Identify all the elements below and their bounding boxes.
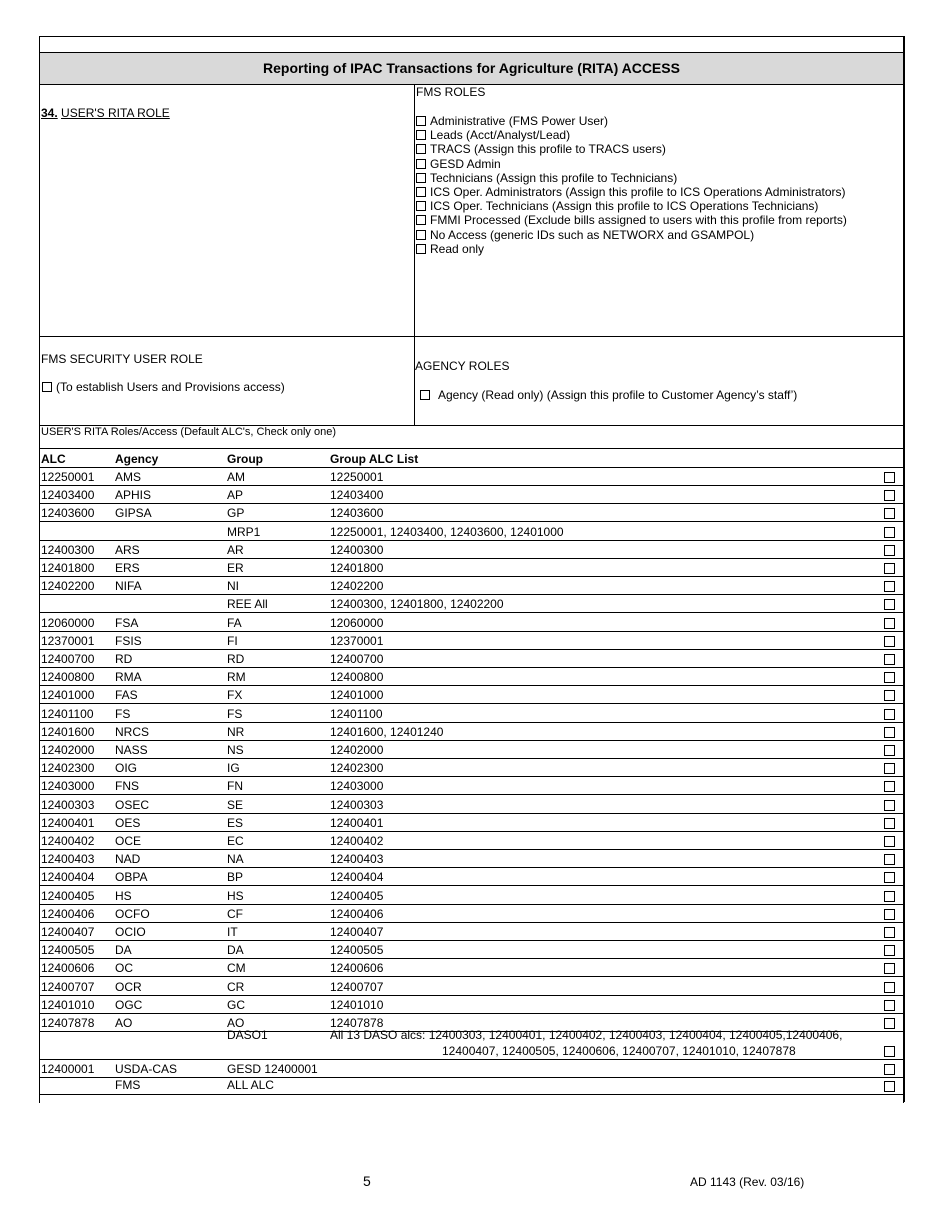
group-alc-cell: 12400300 — [330, 542, 384, 557]
agency-cell: APHIS — [115, 488, 152, 503]
table-header-row — [40, 450, 903, 468]
group-cell: REE All — [227, 597, 268, 612]
table-row — [40, 523, 903, 541]
group-alc-cell: 12400300, 12401800, 12402200 — [330, 597, 504, 612]
select-checkbox[interactable] — [884, 472, 895, 483]
select-checkbox[interactable] — [884, 1064, 895, 1075]
group-alc-cell: 12400405 — [330, 888, 384, 903]
select-checkbox[interactable] — [884, 945, 895, 956]
alc-cell: 12401100 — [41, 706, 94, 721]
agency-cell: OGC — [115, 997, 143, 1012]
col-agency-header: Agency — [115, 452, 159, 466]
select-checkbox[interactable] — [884, 527, 895, 538]
alc-cell: 12400800 — [41, 670, 95, 685]
agency-cell: NRCS — [115, 724, 150, 739]
checkbox[interactable] — [416, 215, 426, 225]
col-group-alc-header: Group ALC List — [330, 452, 419, 466]
table-row — [40, 868, 903, 886]
select-checkbox[interactable] — [884, 709, 895, 720]
table-row — [40, 759, 903, 777]
group-cell: NR — [227, 724, 245, 739]
group-cell: IT — [227, 925, 238, 939]
select-checkbox[interactable] — [884, 745, 895, 756]
select-checkbox[interactable] — [884, 599, 895, 610]
alc-cell: 12400404 — [41, 870, 95, 885]
alc-cell: 12400707 — [41, 979, 95, 994]
select-checkbox[interactable] — [884, 909, 895, 920]
select-checkbox[interactable] — [884, 1046, 895, 1057]
agency-cell: OSEC — [115, 797, 150, 812]
alc-cell: 12400407 — [41, 925, 95, 939]
alc-cell: 12403400 — [41, 488, 95, 503]
agency-cell: NAD — [115, 852, 141, 867]
checkbox[interactable] — [416, 201, 426, 211]
role-option[interactable]: No Access (generic IDs such as NETWORX and GSAMPOL) — [416, 228, 847, 242]
table-row — [40, 686, 903, 704]
alc-cell: 12402200 — [41, 579, 95, 594]
table-row — [40, 468, 903, 486]
checkbox[interactable] — [416, 230, 426, 240]
role-option[interactable]: ICS Oper. Technicians (Assign this profile to ICS Operations Technicians) — [416, 199, 847, 213]
group-alc-cell: 12400800 — [330, 670, 384, 685]
table-row — [40, 905, 903, 923]
group-cell: ES — [227, 815, 244, 830]
group-cell: FN — [227, 779, 243, 794]
group-cell: AP — [227, 488, 244, 503]
checkbox[interactable] — [416, 116, 426, 126]
select-checkbox[interactable] — [884, 982, 895, 993]
group-cell: MRP1 — [227, 524, 261, 539]
group-alc-cell: 12407878 — [330, 1016, 384, 1030]
alc-cell: 12370001 — [41, 633, 95, 648]
agency-roles-heading: AGENCY ROLES — [415, 359, 510, 373]
page-number: 5 — [363, 1173, 371, 1189]
agency-role-option[interactable]: Agency (Read only) (Assign this profile to Customer Agency’s staff’) — [420, 388, 797, 402]
select-checkbox[interactable] — [884, 545, 895, 556]
checkbox[interactable] — [416, 244, 426, 254]
form-frame — [39, 36, 904, 1103]
table-row — [40, 577, 903, 595]
group-alc-cell: 12403400 — [330, 488, 384, 503]
alc-cell: 12401000 — [41, 688, 95, 703]
checkbox[interactable] — [416, 130, 426, 140]
role-option[interactable]: Technicians (Assign this profile to Technicians) — [416, 171, 847, 185]
agency-cell: FMS — [115, 1078, 141, 1092]
group-alc-cell: 12400707 — [330, 979, 384, 994]
section-divider — [40, 336, 903, 337]
alc-cell: 12400401 — [41, 815, 95, 830]
table-row — [40, 705, 903, 723]
alc-cell: 12400606 — [41, 961, 95, 976]
role-option[interactable]: Administrative (FMS Power User) — [416, 114, 847, 128]
table-row — [40, 723, 903, 741]
group-alc-cell: 12400403 — [330, 852, 384, 867]
group-alc-cell: 12401000 — [330, 688, 384, 703]
alc-cell: 12407878 — [41, 1016, 95, 1030]
group-cell: CF — [227, 906, 243, 921]
agency-cell: RD — [115, 652, 133, 666]
agency-cell: NIFA — [115, 579, 142, 594]
group-cell: CR — [227, 979, 245, 994]
select-checkbox[interactable] — [884, 800, 895, 811]
alc-cell: 12060000 — [41, 615, 95, 630]
checkbox[interactable] — [416, 173, 426, 183]
group-alc-cell: 12400401 — [330, 815, 384, 830]
group-cell: RD — [227, 652, 245, 666]
group-cell: FX — [227, 688, 243, 703]
fms-security-heading: FMS SECURITY USER ROLE — [41, 352, 203, 366]
alc-cell: 12400001 — [41, 1062, 95, 1076]
group-cell: IG — [227, 761, 240, 776]
group-alc-cell: 12402200 — [330, 579, 384, 594]
group-cell: FS — [227, 706, 243, 721]
role-option[interactable]: TRACS (Assign this profile to TRACS users) — [416, 142, 847, 156]
group-alc-cell: 12400700 — [330, 652, 384, 666]
alc-cell: 12403600 — [41, 506, 95, 521]
agency-cell: OC — [115, 961, 133, 976]
agency-cell: OIG — [115, 761, 138, 776]
select-checkbox[interactable] — [884, 854, 895, 865]
checkbox[interactable] — [416, 144, 426, 154]
group-cell: GP — [227, 506, 245, 521]
alc-cell: 12400303 — [41, 797, 95, 812]
table-row — [40, 796, 903, 814]
agency-cell: OCIO — [115, 925, 146, 939]
select-checkbox[interactable] — [884, 891, 895, 902]
agency-cell: RMA — [115, 670, 142, 685]
agency-cell: OES — [115, 815, 141, 830]
group-cell: EC — [227, 834, 244, 848]
agency-cell: NASS — [115, 743, 148, 757]
table-row — [40, 996, 903, 1014]
agency-cell: FAS — [115, 688, 138, 703]
table-row — [40, 923, 903, 941]
table-row — [40, 850, 903, 868]
alc-cell: 12400405 — [41, 888, 95, 903]
role-option[interactable]: Leads (Acct/Analyst/Lead) — [416, 128, 847, 142]
group-cell: AM — [227, 470, 245, 484]
select-checkbox[interactable] — [884, 836, 895, 847]
alc-cell: 12400505 — [41, 943, 95, 958]
agency-cell: DA — [115, 943, 132, 958]
group-alc-cell: 12400402 — [330, 834, 384, 848]
checkbox[interactable] — [416, 159, 426, 169]
role-option[interactable]: FMMI Processed (Exclude bills assigned to users with this profile from reports) — [416, 213, 847, 227]
agency-cell: ARS — [115, 542, 140, 557]
table-row — [40, 632, 903, 650]
select-checkbox[interactable] — [884, 563, 895, 574]
group-alc-cell: 12400606 — [330, 961, 384, 976]
select-checkbox[interactable] — [884, 781, 895, 792]
table-row-usda-cas — [40, 1060, 903, 1078]
agency-cell: FSA — [115, 615, 139, 630]
group-cell: ALL ALC — [227, 1078, 274, 1092]
table-row — [40, 887, 903, 905]
group-cell: ER — [227, 561, 244, 575]
group-alc-cell: 12250001, 12403400, 12403600, 12401000 — [330, 524, 564, 539]
alc-cell: 12250001 — [41, 470, 95, 484]
alc-cell: 12403000 — [41, 779, 95, 794]
group-alc-cell: 12400404 — [330, 870, 384, 885]
table-top-border — [40, 448, 903, 449]
panel-divider — [414, 84, 415, 426]
group-cell: DASO1 — [227, 1028, 268, 1042]
form-frame-outer-edge — [904, 36, 905, 1102]
group-alc-cell: 12401600, 12401240 — [330, 724, 444, 739]
role-option[interactable]: GESD Admin — [416, 157, 847, 171]
agency-cell: OCE — [115, 834, 142, 848]
select-checkbox[interactable] — [884, 818, 895, 829]
group-alc-cell-cont: 12400407, 12400505, 12400606, 12400707, 12401010, 12407878 — [442, 1044, 796, 1058]
agency-cell: AO — [115, 1016, 133, 1030]
agency-cell: FNS — [115, 779, 139, 794]
agency-cell: FS — [115, 706, 131, 721]
fms-security-option[interactable]: (To establish Users and Provisions access) — [42, 380, 285, 394]
group-cell: NS — [227, 743, 244, 757]
alc-cell: 12401800 — [41, 561, 95, 575]
group-alc-cell: 12370001 — [330, 633, 384, 648]
role-option[interactable]: Read only — [416, 242, 847, 256]
group-alc-cell: 12400407 — [330, 925, 384, 939]
agency-cell: GIPSA — [115, 506, 152, 521]
group-alc-cell: 12060000 — [330, 615, 384, 630]
agency-cell: FSIS — [115, 633, 142, 648]
select-checkbox[interactable] — [884, 872, 895, 883]
group-cell: GC — [227, 997, 245, 1012]
table-row — [40, 814, 903, 832]
alc-cell: 12402000 — [41, 743, 95, 757]
group-alc-cell: 12400505 — [330, 943, 384, 958]
group-cell: HS — [227, 888, 244, 903]
table-caption: USER'S RITA Roles/Access (Default ALC's, Check only one) — [41, 426, 336, 438]
group-cell: FI — [227, 633, 238, 648]
table-row — [40, 559, 903, 577]
select-checkbox[interactable] — [884, 963, 895, 974]
group-cell: FA — [227, 615, 242, 630]
agency-cell: OBPA — [115, 870, 148, 885]
select-checkbox[interactable] — [884, 672, 895, 683]
group-alc-cell: 12403000 — [330, 779, 384, 794]
group-alc-cell: 12403600 — [330, 506, 384, 521]
table-row — [40, 504, 903, 522]
group-cell: AR — [227, 542, 244, 557]
alc-cell: 12400402 — [41, 834, 95, 848]
agency-cell: OCFO — [115, 906, 150, 921]
role-option[interactable]: ICS Oper. Administrators (Assign this profile to ICS Operations Administrators) — [416, 185, 847, 199]
group-cell: DA — [227, 943, 244, 958]
col-alc-header: ALC — [41, 452, 66, 466]
alc-cell: 12402300 — [41, 761, 95, 776]
group-alc-cell: 12400303 — [330, 797, 384, 812]
table-row — [40, 614, 903, 632]
table-row — [40, 595, 903, 613]
agency-cell: HS — [115, 888, 132, 903]
select-checkbox[interactable] — [884, 1081, 895, 1092]
table-row — [40, 832, 903, 850]
agency-cell: AMS — [115, 470, 142, 484]
agency-cell: OCR — [115, 979, 142, 994]
group-alc-cell: 12401800 — [330, 561, 384, 575]
group-alc-cell: All 13 DASO alcs: 12400303, 12400401, 12400402, 12400403, 12400404, 12400405,12400406, — [330, 1028, 843, 1042]
group-cell: RM — [227, 670, 246, 685]
alc-cell: 12400700 — [41, 652, 95, 666]
select-checkbox[interactable] — [884, 636, 895, 647]
alc-cell: 12401600 — [41, 724, 95, 739]
group-alc-cell: 12401100 — [330, 706, 383, 721]
checkbox[interactable] — [42, 382, 52, 392]
checkbox[interactable] — [416, 187, 426, 197]
group-alc-cell: 12401010 — [330, 997, 384, 1012]
checkbox[interactable] — [420, 390, 430, 400]
group-cell: SE — [227, 797, 244, 812]
form-id: AD 1143 (Rev. 03/16) — [690, 1175, 805, 1189]
select-checkbox[interactable] — [884, 727, 895, 738]
form-title: Reporting of IPAC Transactions for Agriculture (RITA) ACCESS — [40, 52, 903, 85]
group-cell: CM — [227, 961, 246, 976]
table-row-fms — [40, 1078, 903, 1095]
group-alc-cell: 12400406 — [330, 906, 384, 921]
select-checkbox[interactable] — [884, 763, 895, 774]
select-checkbox[interactable] — [884, 490, 895, 501]
table-row — [40, 650, 903, 668]
select-checkbox[interactable] — [884, 1000, 895, 1011]
group-cell: NA — [227, 852, 244, 867]
section-34-label: 34. USER'S RITA ROLE — [41, 106, 170, 120]
fms-roles-heading: FMS ROLES — [416, 85, 486, 99]
fms-roles-list — [416, 114, 847, 256]
table-row — [40, 777, 903, 795]
group-cell: BP — [227, 870, 244, 885]
alc-cell: 12401010 — [41, 997, 95, 1012]
alc-cell: 12400403 — [41, 852, 95, 867]
group-alc-cell: 12402300 — [330, 761, 384, 776]
group-cell: NI — [227, 579, 239, 594]
table-row — [40, 959, 903, 977]
select-checkbox[interactable] — [884, 927, 895, 938]
table-row — [40, 486, 903, 504]
table-row — [40, 941, 903, 959]
group-cell: AO — [227, 1016, 245, 1030]
col-group-header: Group — [227, 452, 263, 466]
select-checkbox[interactable] — [884, 508, 895, 519]
alc-cell: 12400300 — [41, 542, 95, 557]
table-row — [40, 741, 903, 759]
select-checkbox[interactable] — [884, 654, 895, 665]
group-alc-cell: 12250001 — [330, 470, 384, 484]
select-checkbox[interactable] — [884, 690, 895, 701]
group-alc-cell: 12402000 — [330, 743, 384, 757]
table-row — [40, 541, 903, 559]
table-row — [40, 668, 903, 686]
alc-cell: 12400406 — [41, 906, 95, 921]
select-checkbox[interactable] — [884, 581, 895, 592]
agency-cell: USDA-CAS — [115, 1062, 178, 1076]
agency-cell: ERS — [115, 561, 140, 575]
table-row-daso — [40, 1026, 903, 1060]
table-row — [40, 978, 903, 996]
group-cell: GESD 12400001 — [227, 1062, 318, 1076]
select-checkbox[interactable] — [884, 618, 895, 629]
